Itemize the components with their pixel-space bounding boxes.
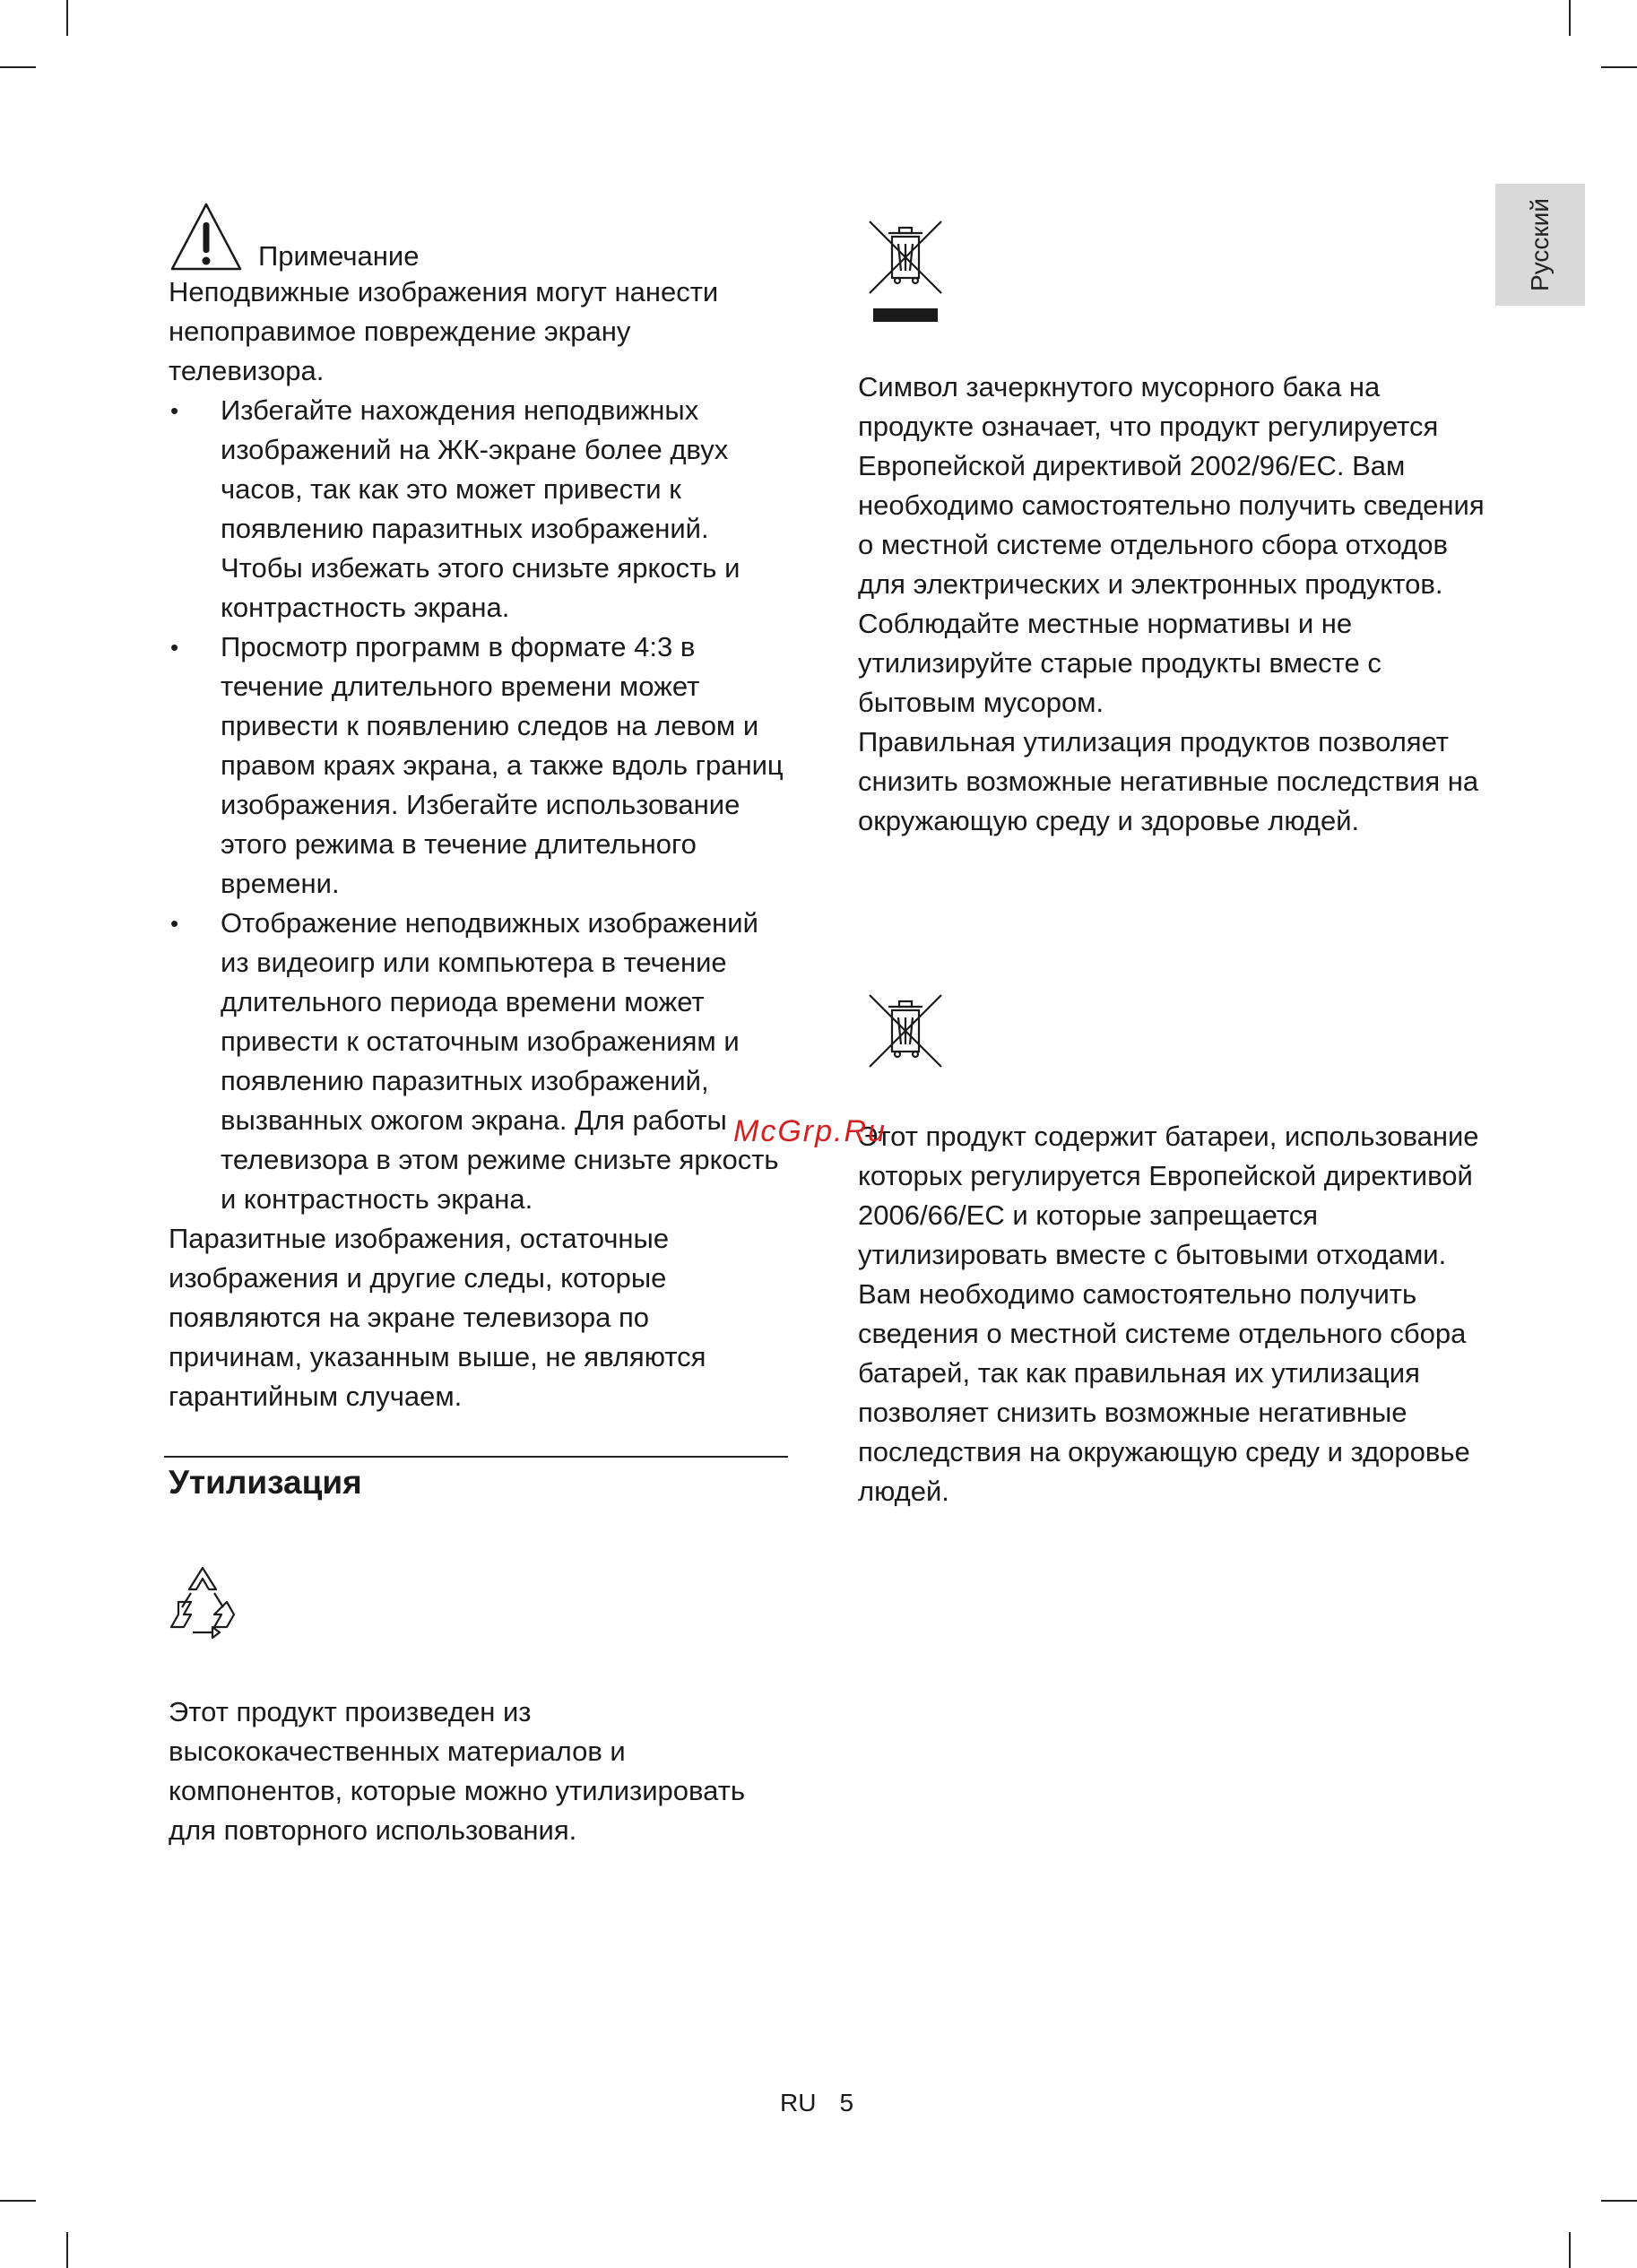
note-header <box>169 199 787 273</box>
bullet-symbol: • <box>170 634 179 661</box>
note-outro: Паразитные изображения, остаточные изображения и другие следы, которые появляются на экране телевизора по причинам, указанным выше, не являются гарантийным случаем. <box>169 1223 706 1412</box>
list-item-text: Избегайте нахождения неподвижных изображений на ЖК-экране более двух часов, так как это может привести к появлению паразитных изображений. Чтобы избежать этого снизьте яркость и контрастность экрана. <box>221 394 741 623</box>
crop-mark <box>66 2232 68 2268</box>
crop-mark <box>0 2200 36 2202</box>
weee-paragraph: Правильная утилизация продуктов позволяет снизить возможные негативные последствия на окружающую среду и здоровье людей. <box>858 726 1479 836</box>
note-title: Примечание <box>258 240 420 272</box>
bullet-symbol: • <box>170 910 179 937</box>
list-item <box>169 391 787 628</box>
list-item-text: Отображение неподвижных изображений из видеоигр или компьютера в течение длительного периода времени может привести к остаточным изображениям и появлению паразитных изображений, вызванных ожогом экрана. Для работы телевизора в этом режиме снизьте яркость и контрастность экрана. <box>221 907 779 1215</box>
page-number: 5 <box>839 2089 854 2117</box>
crop-mark <box>66 0 68 36</box>
section-divider <box>164 1456 788 1458</box>
page-footer <box>780 2089 853 2117</box>
crop-mark <box>1569 0 1571 36</box>
note-bullet-list <box>169 391 787 1219</box>
crop-mark <box>1601 66 1637 68</box>
language-tab <box>1495 184 1585 306</box>
crossed-bin-battery-icon <box>865 991 946 1076</box>
list-item <box>169 904 787 1219</box>
bullet-symbol: • <box>170 397 179 424</box>
note-section <box>169 199 787 1416</box>
battery-text: Этот продукт содержит батареи, использование которых регулируется Европейской директивой 2006/66/EC и которые запрещается утилизировать вместе с бытовыми отходами. Вам необходимо самостоятельно получить сведения о местной системе отдельного сбора батарей, так как правильная их утилизация позволяет снизить возможные негативные последствия на окружающую среду и здоровье людей. <box>858 1121 1479 1507</box>
recycle-text: Этот продукт произведен из высококачественных материалов и компонентов, которые можно утилизировать для повторного использования. <box>169 1696 746 1846</box>
warning-triangle-icon <box>169 201 244 273</box>
crop-mark <box>1601 2200 1637 2202</box>
list-item <box>169 628 787 904</box>
weee-paragraph: Символ зачеркнутого мусорного бака на продукте означает, что продукт регулируется Европейской директивой 2002/96/EC. Вам необходимо самостоятельно получить сведения о местной системе отдельного сбора отходов для электрических и электронных продуктов. <box>858 371 1485 600</box>
note-intro: Неподвижные изображения могут нанести непоправимое повреждение экрану телевизора. <box>169 276 719 386</box>
language-tab-label: Русский <box>1526 198 1554 291</box>
watermark: McGrp.Ru <box>733 1114 887 1148</box>
list-item-text: Просмотр программ в формате 4:3 в течение длительного времени может привести к появлению следов на левом и правом краях экрана, а также вдоль границ изображения. Избегайте использование этого режима в течение длительного времени. <box>221 631 784 899</box>
footer-lang: RU <box>780 2089 817 2117</box>
crop-mark <box>1569 2232 1571 2268</box>
crop-mark <box>0 66 36 68</box>
section-heading-disposal: Утилизация <box>169 1464 362 1501</box>
crossed-bin-icon <box>865 217 946 333</box>
recycle-icon <box>164 1562 241 1646</box>
weee-text-block <box>858 368 1485 841</box>
weee-paragraph: Соблюдайте местные нормативы и не утилизируйте старые продукты вместе с бытовым мусором. <box>858 608 1381 718</box>
